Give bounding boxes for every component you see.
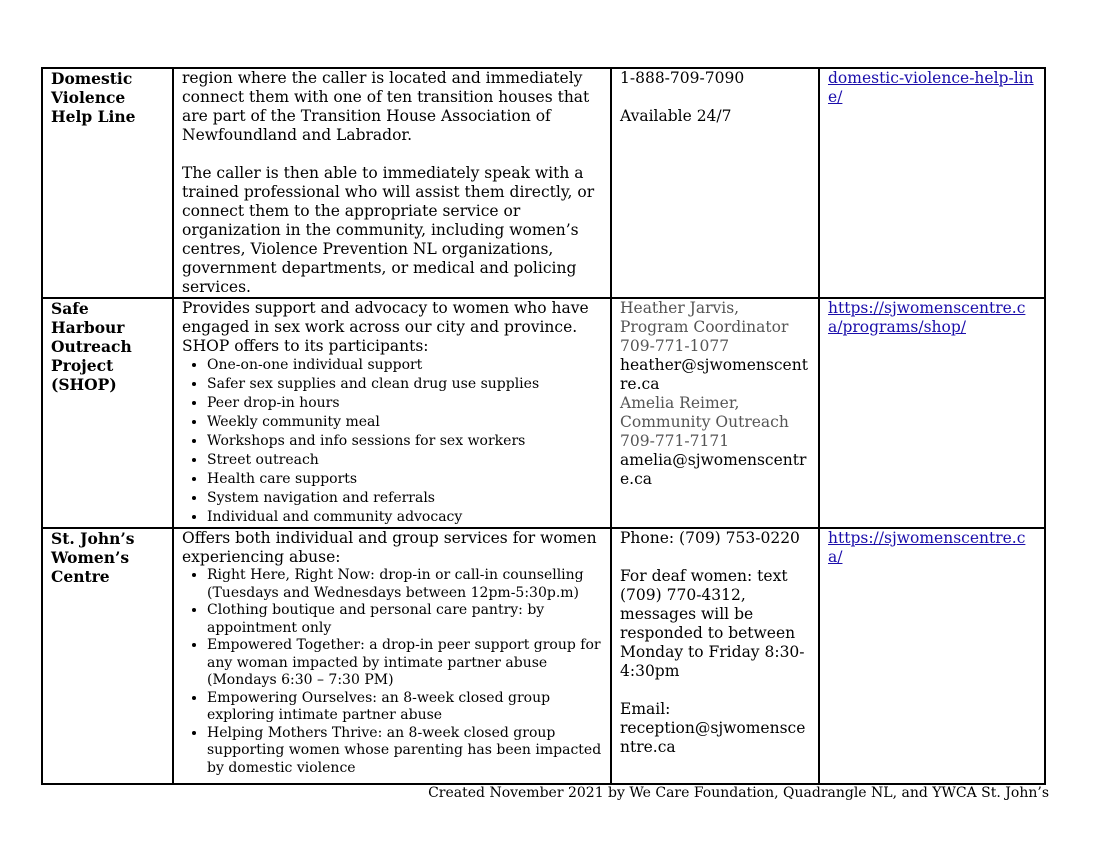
list-item: • One-on-one individual support <box>207 356 604 375</box>
contact-role: Community Outreach <box>620 413 789 431</box>
service-list <box>182 356 604 527</box>
resource-table <box>41 67 1046 785</box>
list-item: • Peer drop-in hours <box>207 394 604 413</box>
availability: Available 24/7 <box>620 107 732 125</box>
list-item: • Right Here, Right Now: drop-in or call-in counselling (Tuesdays and Wednesdays between 12pm-5:30p.m) <box>207 567 604 602</box>
contact-phone: 709-771-1077 <box>620 337 730 355</box>
description-intro: Provides support and advocacy to women who have engaged in sex work across our city and province. SHOP offers to its participants: <box>182 299 589 355</box>
link-cell <box>819 298 1045 528</box>
org-name-cell <box>42 68 173 298</box>
contact-email: reception@sjwomenscentre.ca <box>620 719 806 756</box>
list-item: • Street outreach <box>207 451 604 470</box>
contact-email: amelia@sjwomenscentre.ca <box>620 451 807 488</box>
org-name: St. John’s Women’s Centre <box>51 529 135 586</box>
list-item: • Workshops and info sessions for sex workers <box>207 432 604 451</box>
website-link[interactable]: https://sjwomenscentre.ca/ <box>828 529 1026 566</box>
footer-credit: Created November 2021 by We Care Foundation, Quadrangle NL, and YWCA St. John’s <box>428 785 1049 801</box>
list-item: • Empowered Together: a drop-in peer support group for any woman impacted by intimate partner abuse (Mondays 6:30 – 7:30 PM) <box>207 637 604 690</box>
description-paragraph: The caller is then able to immediately speak with a trained professional who will assist them directly, or connect them to the appropriate service or organization in the community, including women’s centres, Violence Prevention NL organizations, government departments, or medical and policing services. <box>182 164 595 296</box>
description-paragraph: region where the caller is located and immediately connect them with one of ten transition houses that are part of the Transition House Association of Newfoundland and Labrador. <box>182 69 590 144</box>
description-cell <box>173 68 611 298</box>
service-list <box>182 567 604 777</box>
description-intro: Offers both individual and group services for women experiencing abuse: <box>182 529 597 566</box>
org-name-cell <box>42 298 173 528</box>
table-row <box>42 528 1045 784</box>
list-item: • Health care supports <box>207 470 604 489</box>
list-item: • Individual and community advocacy <box>207 508 604 527</box>
table-row <box>42 68 1045 298</box>
contact-cell <box>611 298 819 528</box>
org-name: Safe Harbour Outreach Project (SHOP) <box>51 299 132 394</box>
contact-name: Heather Jarvis, <box>620 299 740 317</box>
phone-number: 1-888-709-7090 <box>620 69 745 87</box>
contact-email: heather@sjwomenscentre.ca <box>620 356 808 393</box>
table-row <box>42 298 1045 528</box>
org-name-cell <box>42 528 173 784</box>
contact-cell <box>611 68 819 298</box>
list-item: • System navigation and referrals <box>207 489 604 508</box>
contact-role: Program Coordinator <box>620 318 789 336</box>
contact-phone: 709-771-7171 <box>620 432 730 450</box>
contact-phone: Phone: (709) 753-0220 <box>620 529 800 547</box>
deaf-contact-info: For deaf women: text (709) 770-4312, messages will be responded to between Monday to Friday 8:30-4:30pm <box>620 567 805 680</box>
list-item: • Weekly community meal <box>207 413 604 432</box>
list-item: • Clothing boutique and personal care pantry: by appointment only <box>207 602 604 637</box>
list-item: • Safer sex supplies and clean drug use supplies <box>207 375 604 394</box>
description-cell <box>173 528 611 784</box>
list-item: • Helping Mothers Thrive: an 8-week closed group supporting women whose parenting has been impacted by domestic violence <box>207 725 604 778</box>
description-cell <box>173 298 611 528</box>
contact-cell <box>611 528 819 784</box>
link-cell <box>819 68 1045 298</box>
website-link[interactable]: https://sjwomenscentre.ca/programs/shop/ <box>828 299 1026 336</box>
website-link[interactable]: domestic-violence-help-line/ <box>828 69 1034 106</box>
org-name: Domestic Violence Help Line <box>51 69 136 126</box>
list-item: • Empowering Ourselves: an 8-week closed group exploring intimate partner abuse <box>207 690 604 725</box>
contact-name: Amelia Reimer, <box>620 394 740 412</box>
email-label: Email: <box>620 700 671 718</box>
link-cell <box>819 528 1045 784</box>
